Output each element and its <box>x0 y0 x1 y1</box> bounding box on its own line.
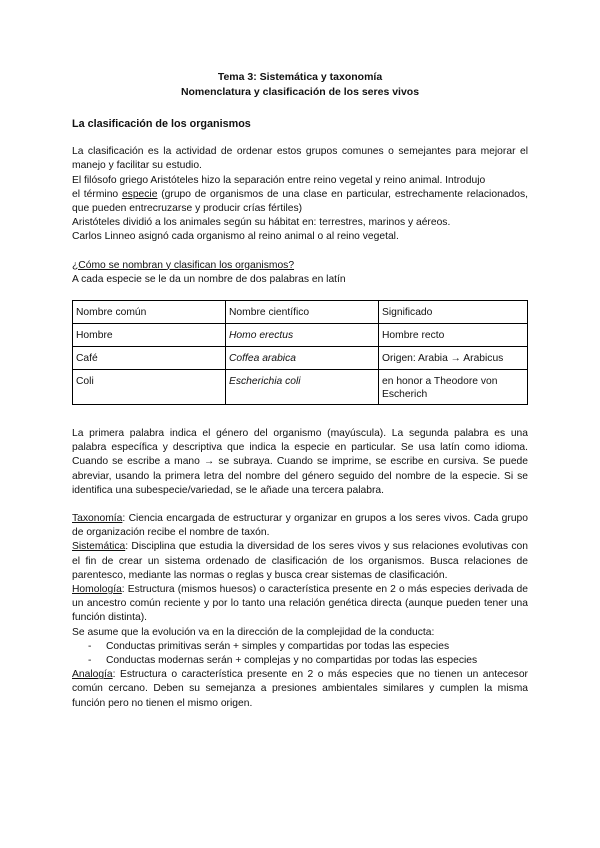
page-title: Tema 3: Sistemática y taxonomía <box>217 71 383 83</box>
table-cell: Escherichia coli <box>226 370 379 405</box>
table-cell: Café <box>73 347 226 370</box>
table-cell: Coli <box>73 370 226 405</box>
term-especie: especie <box>121 188 158 200</box>
paragraph-nomenclatura: La primera palabra indica el género del organismo (mayúscula). La segunda palabra es una palabra específica y descriptiva que indica la especie en particular. Se usa latín como idioma. Cuando se escribe a mano → se subraya. Cuando se imprime, se escribe en cursiva. Se puede abreviar, usando la primera letra del nombre del género seguido del nombre de la especie. Si se identifica una subespecie/variedad, se le añade una tercera palabra. <box>72 428 528 496</box>
document-page <box>72 70 528 711</box>
table-header: Significado <box>379 301 528 324</box>
term-homologia: Homología <box>72 584 122 596</box>
table-cell: Origen: Arabia → Arabicus <box>379 347 528 370</box>
definition-sistematica <box>72 540 528 583</box>
paragraph-intro: A cada especie se le da un nombre de dos palabras en latín <box>72 273 346 285</box>
paragraph-evolucion: Se asume que la evolución va en la dirección de la complejidad de la conducta: <box>72 626 435 638</box>
list-item: - Conductas primitivas serán + simples y compartidas por todas las especies <box>72 640 528 654</box>
table-cell: Hombre <box>73 324 226 347</box>
list-item: - Conductas modernas serán + complejas y no compartidas por todas las especies <box>72 654 528 668</box>
section-heading: La clasificación de los organismos <box>72 118 251 130</box>
page-subtitle: Nomenclatura y clasificación de los seres vivos <box>180 86 420 98</box>
table-row <box>73 347 528 370</box>
table-row <box>73 370 528 405</box>
table-cell: Hombre recto <box>379 324 528 347</box>
text-fragment: (grupo de organismos de una clase en particular, estrechamente relacionados, que pueden entrecruzarse y producir crías fértiles) <box>72 188 528 215</box>
table-header: Nombre científico <box>226 301 379 324</box>
question-heading: ¿Cómo se nombran y clasifican los organismos? <box>72 259 295 271</box>
term-analogia: Analogía <box>72 669 113 681</box>
definition-analogia <box>72 668 528 711</box>
paragraph-habitat: Aristóteles dividió a los animales según su hábitat en: terrestres, marinos y aéreos. <box>72 217 451 229</box>
definition-homologia <box>72 583 528 626</box>
table-header-row <box>73 301 528 324</box>
paragraph-linneo: Carlos Linneo asignó cada organismo al reino animal o al reino vegetal. <box>72 231 399 243</box>
paragraph-aristoteles: El filósofo griego Aristóteles hizo la separación entre reino vegetal y reino animal. Introdujo <box>72 174 486 186</box>
table-header: Nombre común <box>73 301 226 324</box>
definition-taxonomia <box>72 512 528 540</box>
definition-text: : Ciencia encargada de estructurar y organizar en grupos a los seres vivos. Cada grupo de organización recibe el nombre de taxón. <box>72 513 528 539</box>
definition-text: : Estructura o característica presente en 2 o más especies que no tienen un antecesor común cercano. Deben su semejanza a presiones ambientales similares y cumplen la misma función pero no tienen el mismo origen. <box>72 669 528 709</box>
bullet-list <box>72 640 528 668</box>
definition-text: : Disciplina que estudia la diversidad de los seres vivos y sus relaciones evolutivas con el fin de crear un sistema ordenado de clasificación de los organismos. Busca relaciones de parentesco, mediante las normas o reglas y busca crear sistemas de clasificación. <box>72 541 528 581</box>
table-cell: Homo erectus <box>226 324 379 347</box>
term-sistematica: Sistemática <box>72 541 126 553</box>
paragraph-clasificacion: La clasificación es la actividad de ordenar estos grupos comunes o semejantes para mejorar el manejo y facilitar su estudio. <box>72 146 528 172</box>
table-row <box>73 324 528 347</box>
species-table <box>72 300 528 405</box>
paragraph-especie <box>72 188 528 216</box>
table-cell: Coffea arabica <box>226 347 379 370</box>
definition-text: : Estructura (mismos huesos) o característica presente en 2 o más especies derivada de un ancestro común reciente y por lo tanto una relación genética directa (aunque pueden tener una función distinta). <box>72 584 528 624</box>
table-cell: en honor a Theodore von Escherich <box>379 370 528 405</box>
term-taxonomia: Taxonomía <box>72 513 123 525</box>
text-fragment: el término <box>72 188 122 200</box>
